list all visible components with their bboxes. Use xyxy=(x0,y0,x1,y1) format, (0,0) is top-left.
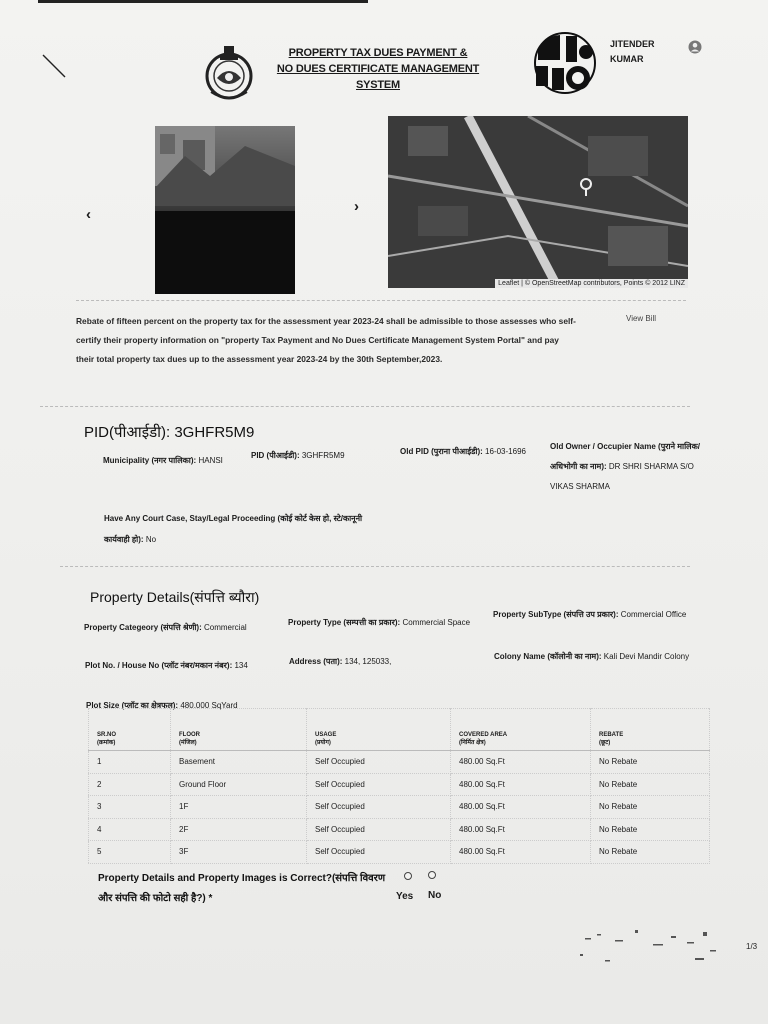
table-row xyxy=(89,751,710,774)
col-covered-area xyxy=(451,709,591,751)
cell-covered-area: 480.00 Sq.Ft xyxy=(451,841,591,864)
property-subtype-value: Commercial Office xyxy=(620,610,687,619)
property-details-heading: Property Details(संपत्ति ब्यौरा) xyxy=(90,589,260,605)
pen-stroke-mark xyxy=(40,52,68,80)
cell-rebate: No Rebate xyxy=(591,773,710,796)
table-row xyxy=(89,818,710,841)
divider xyxy=(60,566,690,567)
page-number: 1/3 xyxy=(746,942,758,951)
divider xyxy=(40,406,690,407)
floors-table xyxy=(88,708,710,864)
cell-covered-area: 480.00 Sq.Ft xyxy=(451,773,591,796)
title-line-1: PROPERTY TAX DUES PAYMENT & xyxy=(288,47,468,59)
col-usage-en: USAGE xyxy=(315,732,337,738)
col-rebate-en: REBATE xyxy=(599,732,624,738)
col-floor xyxy=(171,709,307,751)
cell-rebate: No Rebate xyxy=(591,841,710,864)
confirm-question: Property Details and Property Images is Correct?(संपत्ति विवरण और संपत्ति की फोटो सही है?) * xyxy=(98,873,386,904)
property-photo xyxy=(155,126,295,294)
col-rebate-hi: (छूट) xyxy=(599,740,611,746)
table-row xyxy=(89,796,710,819)
court-case-value: No xyxy=(145,535,157,544)
court-case-field xyxy=(104,508,384,550)
yes-label[interactable]: Yes xyxy=(396,891,414,902)
cell-floor: 2F xyxy=(171,818,307,841)
gallery-next-button[interactable]: › xyxy=(354,198,359,215)
pid-label: PID (पीआईडी): xyxy=(251,451,300,460)
title-line-2: NO DUES CERTIFICATE MANAGEMENT xyxy=(276,63,480,75)
col-floor-en: FLOOR xyxy=(179,732,200,738)
page-title xyxy=(268,45,488,93)
cell-covered-area: 480.00 Sq.Ft xyxy=(451,751,591,774)
pid-value: 3GHFR5M9 xyxy=(301,451,345,460)
cell-rebate: No Rebate xyxy=(591,796,710,819)
old-owner-label: Old Owner / Occupier Name (पुराने मालिक/अधिभोगी का नाम): xyxy=(550,442,700,471)
cell-srno: 3 xyxy=(89,796,171,819)
property-subtype-label: Property SubType (संपत्ति उप प्रकार): xyxy=(493,610,619,619)
col-area-en: COVERED AREA xyxy=(459,732,508,738)
cell-rebate: No Rebate xyxy=(591,751,710,774)
cell-floor: Basement xyxy=(171,751,307,774)
plot-no-label: Plot No. / House No (प्लॉट नंबर/मकान नंबर): xyxy=(85,661,233,670)
old-owner-field xyxy=(550,437,700,497)
user-avatar-icon[interactable] xyxy=(688,40,702,54)
scan-top-line xyxy=(38,0,368,3)
old-pid-field xyxy=(400,443,550,460)
property-type-label: Property Type (सम्पत्ती का प्रकार): xyxy=(288,618,401,627)
address-value: 134, 125033, xyxy=(344,657,392,666)
col-usage xyxy=(307,709,451,751)
scan-noise xyxy=(575,920,725,970)
cell-srno: 4 xyxy=(89,818,171,841)
plot-no-field xyxy=(85,657,285,674)
colony-field xyxy=(494,646,694,667)
user-name xyxy=(610,37,670,67)
col-area-hi: (निर्मित क्षेत्र) xyxy=(459,740,486,746)
colony-value: Kali Devi Mandir Colony xyxy=(603,652,690,661)
pid-field xyxy=(251,447,401,464)
cell-floor: 3F xyxy=(171,841,307,864)
view-bill-link[interactable]: View Bill xyxy=(626,314,657,323)
table-header-row xyxy=(89,709,710,751)
location-map[interactable] xyxy=(388,116,688,288)
cell-rebate: No Rebate xyxy=(591,818,710,841)
category-field xyxy=(84,619,284,636)
title-line-3: SYSTEM xyxy=(355,79,401,91)
municipality-field xyxy=(103,452,253,469)
cell-usage: Self Occupied xyxy=(307,773,451,796)
col-srno-en: SR.NO xyxy=(97,732,117,738)
divider xyxy=(76,300,686,301)
property-type-value: Commercial Space xyxy=(402,618,471,627)
cell-covered-area: 480.00 Sq.Ft xyxy=(451,818,591,841)
municipality-label: Municipality (नगर पालिका): xyxy=(103,456,197,465)
cell-srno: 5 xyxy=(89,841,171,864)
address-label: Address (पता): xyxy=(289,657,343,666)
cell-usage: Self Occupied xyxy=(307,796,451,819)
map-tiles xyxy=(388,116,688,288)
old-pid-label: Old PID (पुराना पीआईडी): xyxy=(400,447,483,456)
map-attribution[interactable]: Leaflet | © OpenStreetMap contributors, Points © 2012 LINZ xyxy=(495,279,688,288)
col-rebate xyxy=(591,709,710,751)
cell-usage: Self Occupied xyxy=(307,818,451,841)
address-field xyxy=(289,653,489,670)
yes-radio[interactable] xyxy=(404,872,412,880)
cell-srno: 2 xyxy=(89,773,171,796)
user-last-name: KUMAR xyxy=(610,54,644,64)
col-srno xyxy=(89,709,171,751)
property-subtype-field xyxy=(493,604,693,625)
col-usage-hi: (प्रयोग) xyxy=(315,740,331,746)
state-emblem-icon xyxy=(203,44,255,102)
cell-usage: Self Occupied xyxy=(307,751,451,774)
colony-label: Colony Name (कॉलोनी का नाम): xyxy=(494,652,602,661)
category-value: Commercial xyxy=(204,623,247,632)
col-srno-hi: (क्रमांक) xyxy=(97,740,116,746)
cell-usage: Self Occupied xyxy=(307,841,451,864)
portal-logo xyxy=(530,32,600,94)
municipality-value: HANSI xyxy=(198,456,223,465)
table-row xyxy=(89,841,710,864)
table-row xyxy=(89,773,710,796)
old-pid-value: 16-03-1696 xyxy=(485,447,526,456)
property-type-field xyxy=(288,614,493,631)
user-first-name: JITENDER xyxy=(610,39,655,49)
property-photo-detail xyxy=(155,126,295,294)
pid-heading: PID(पीआईडी): 3GHFR5M9 xyxy=(84,424,255,441)
old-owner-value: DR SHRI SHARMA S/O VIKAS SHARMA xyxy=(550,462,694,491)
no-radio[interactable] xyxy=(428,871,436,879)
floors-table-body xyxy=(89,751,710,864)
gallery-prev-button[interactable]: ‹ xyxy=(86,206,91,223)
cell-covered-area: 480.00 Sq.Ft xyxy=(451,796,591,819)
category-label: Property Categeory (संपत्ति श्रेणी): xyxy=(84,623,202,632)
col-floor-hi: (मंजिल) xyxy=(179,740,197,746)
plot-size-value: 480.000 SqYard xyxy=(180,701,238,710)
no-label[interactable]: No xyxy=(428,890,442,901)
court-case-label: Have Any Court Case, Stay/Legal Proceeding (कोई कोर्ट केस हो, स्टे/कानूनी कार्यवाही हो): xyxy=(104,514,363,544)
plot-size-label: Plot Size (प्लॉट का क्षेत्रफल): xyxy=(86,701,179,710)
cell-floor: 1F xyxy=(171,796,307,819)
rebate-notice: Rebate of fifteen percent on the property tax for the assessment year 2023-24 shall be admissible to those assesses who self-certify their property information on "property Tax Payment and No Dues Certificate Management System Portal" and pay their total property tax dues up to the assessment year 2023-24 by the 30th September,2023. xyxy=(76,316,576,364)
cell-srno: 1 xyxy=(89,751,171,774)
plot-no-value: 134 xyxy=(234,661,248,670)
cell-floor: Ground Floor xyxy=(171,773,307,796)
